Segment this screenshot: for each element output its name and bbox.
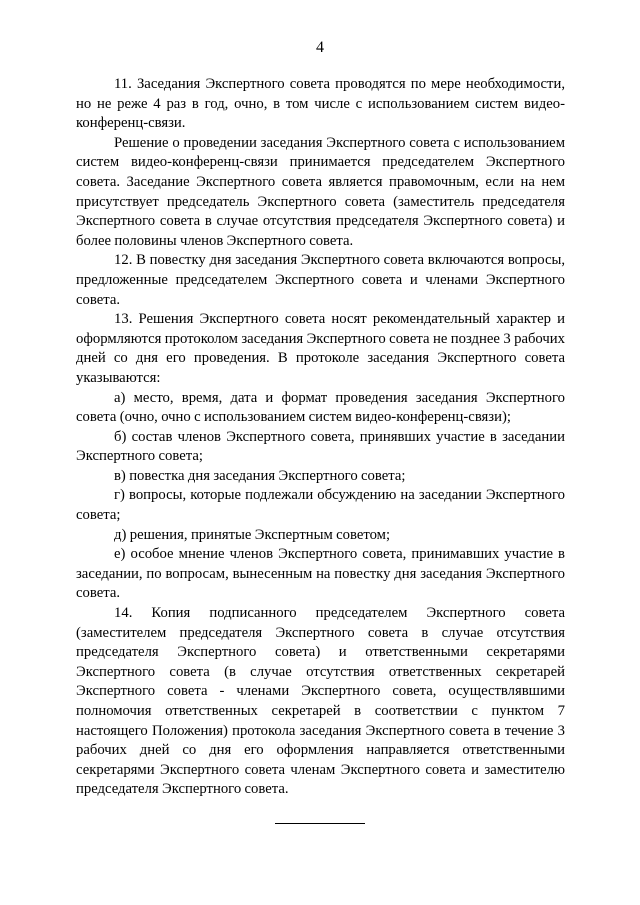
paragraph-13: 13. Решения Экспертного совета носят рекомендательный характер и оформляются протоколом заседания Экспертного совета не позднее 3 рабочих дней со дня его проведения. В протоколе заседания Экспертного совета указываются: <box>76 311 565 386</box>
list-item-b: б) состав членов Экспертного совета, принявших участие в заседании Экспертного совета; <box>76 428 565 465</box>
list-item-a: а) место, время, дата и формат проведения заседания Экспертного совета (очно, очно с использованием систем видео-конференц-связи); <box>76 389 565 426</box>
paragraph-11: 11. Заседания Экспертного совета проводятся по мере необходимости, но не реже 4 раз в год, очно, в том числе с использованием систем видео-конференц-связи. <box>76 76 565 132</box>
list-item-e: е) особое мнение членов Экспертного совета, принимавших участие в заседании, по вопросам, вынесенным на повестку дня заседания Экспертного совета. <box>76 546 565 602</box>
list-item-g: г) вопросы, которые подлежали обсуждению на заседании Экспертного совета; <box>76 487 565 524</box>
paragraph-11-continuation: Решение о проведении заседания Экспертного совета с использованием систем видео-конференц-связи принимается председателем Экспертного совета. Заседание Экспертного совета является правомочным, если на нем присутствует председатель Экспертного совета (заместитель председателя Экспертного совета в случае отсутствия председателя Экспертного совета) и более половины членов Экспертного совета. <box>76 134 565 249</box>
paragraph-12: 12. В повестку дня заседания Экспертного совета включаются вопросы, предложенные председателем Экспертного совета и членами Экспертного совета. <box>76 252 565 308</box>
end-divider-line <box>275 823 365 824</box>
paragraph-14: 14. Копия подписанного председателем Экспертного совета (заместителем председателя Экспертного совета в случае отсутствия председателя Экспертного совета) и ответственными секретарями Экспертного совета (в случае отсутствия ответственных секретарей Экспертного совета - членами Экспертного совета, осуществлявшими полномочия ответственных секретарей в соответствии с пунктом 7 настоящего Положения) протокола заседания Экспертного совета в течение 3 рабочих дней со дня его оформления направляется ответственными секретарями Экспертного совета членам Экспертного совета и заместителю председателя Экспертного совета. <box>76 605 565 798</box>
page-number: 4 <box>316 39 324 56</box>
list-item-v: в) повестка дня заседания Экспертного совета; <box>114 467 406 484</box>
document-body <box>76 75 565 800</box>
list-item-d: д) решения, принятые Экспертным советом; <box>114 526 391 543</box>
